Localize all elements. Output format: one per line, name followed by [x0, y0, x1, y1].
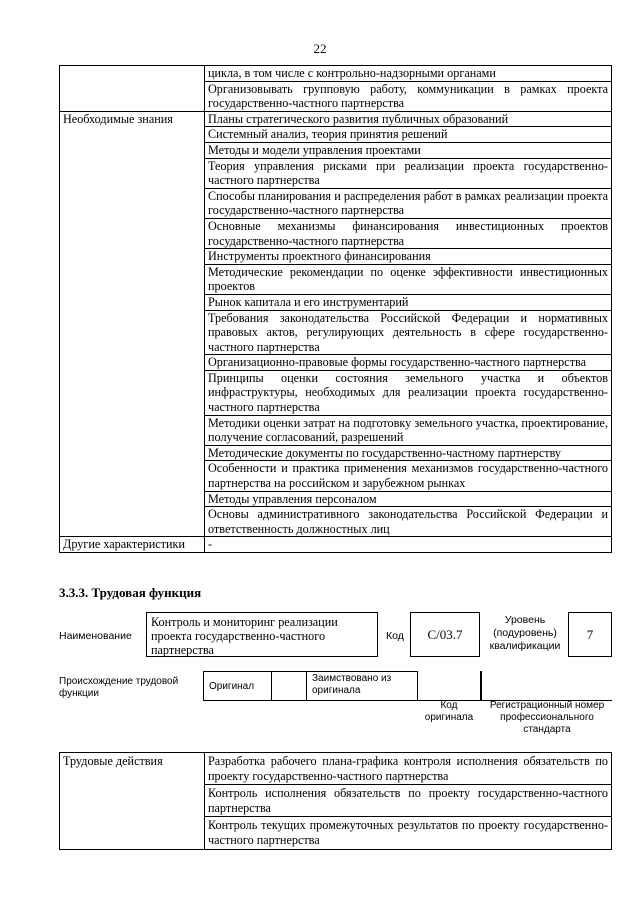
- level-value: 7: [586, 627, 594, 642]
- row-text: цикла, в том числе с контрольно-надзорными органами: [205, 66, 612, 82]
- row-label: [60, 142, 205, 158]
- table-row: [60, 445, 612, 461]
- row-text: Организовывать групповую работу, коммуникации в рамках проекта государственно-частного партнерства: [205, 81, 612, 111]
- table-row: [60, 537, 612, 553]
- borrowed-label: Заимствовано из оригинала: [312, 673, 392, 696]
- row-label: [60, 461, 205, 491]
- origin-label: Происхождение трудовой функции: [59, 676, 179, 699]
- row-label: [60, 249, 205, 265]
- row-text: Методы управления персоналом: [205, 491, 612, 507]
- row-label: [60, 445, 205, 461]
- row-label: [60, 127, 205, 143]
- table-row: [60, 264, 612, 294]
- level-label: Уровень (подуровень) квалификации: [489, 614, 561, 652]
- row-text: Разработка рабочего плана-графика контроля исполнения обязательств по проекту государственно-частного партнерства: [205, 753, 612, 785]
- original-label: Оригинал: [209, 681, 255, 692]
- row-label: Другие характеристики: [60, 537, 205, 553]
- row-label: [60, 355, 205, 371]
- row-text: Организационно-правовые формы государственно-частного партнерства: [205, 355, 612, 371]
- table-row: [60, 461, 612, 491]
- row-text: Планы стратегического развития публичных образований: [205, 111, 612, 127]
- row-label: [60, 264, 205, 294]
- reg-caption: Регистрационный номер профессионального стандарта: [489, 700, 605, 735]
- table-row: [60, 249, 612, 265]
- table-row: [60, 142, 612, 158]
- table-row: [60, 370, 612, 415]
- row-label: [60, 81, 205, 111]
- row-text: Основные механизмы финансирования инвестиционных проектов государственно-частного партнерства: [205, 218, 612, 248]
- row-text: Основы административного законодательства Российской Федерации и ответственность должностных лиц: [205, 507, 612, 537]
- row-text: Методики оценки затрат на подготовку земельного участка, проектирование, получение согласований, разрешений: [205, 415, 612, 445]
- row-text: Методические рекомендации по оценке эффективности инвестиционных проектов: [205, 264, 612, 294]
- section-title: 3.3.3. Трудовая функция: [59, 585, 202, 600]
- function-name: Контроль и мониторинг реализации проекта государственно-частного партнерства: [151, 615, 338, 657]
- table-row: [60, 491, 612, 507]
- table-row: [60, 158, 612, 188]
- function-name-box: [146, 612, 378, 657]
- level-box: [568, 612, 612, 657]
- row-label: [60, 218, 205, 248]
- row-label: [60, 507, 205, 537]
- row-text: Требования законодательства Российской Федерации и нормативных правовых актов, регулирующих деятельность в сфере государственно-частного партнерства: [205, 310, 612, 355]
- row-text: Системный анализ, теория принятия решений: [205, 127, 612, 143]
- row-text: Контроль исполнения обязательств по проекту государственно-частного партнерства: [205, 785, 612, 817]
- row-label: [60, 158, 205, 188]
- row-text: Способы планирования и распределения работ в рамках реализации проекта государственно-частного партнерства: [205, 188, 612, 218]
- code-value: C/03.7: [427, 627, 463, 642]
- row-text: Инструменты проектного финансирования: [205, 249, 612, 265]
- table-row: [60, 188, 612, 218]
- table-row: [60, 81, 612, 111]
- code-label: Код: [386, 630, 404, 642]
- table-row: [60, 127, 612, 143]
- table-row: [60, 355, 612, 371]
- actions-label: Трудовые действия: [60, 753, 205, 850]
- row-label: [60, 294, 205, 310]
- table-row: [60, 507, 612, 537]
- row-label: [60, 188, 205, 218]
- row-text: Методические документы по государственно-частному партнерству: [205, 445, 612, 461]
- row-label: Необходимые знания: [60, 111, 205, 127]
- table-row: [60, 218, 612, 248]
- row-text: Принципы оценки состояния земельного участка и объектов инфраструктуры, необходимых для реализации проекта государственно-частного партнерства: [205, 370, 612, 415]
- row-text: Теория управления рисками при реализации проекта государственно-частного партнерства: [205, 158, 612, 188]
- origin-reg-box: [481, 671, 612, 701]
- table-row: [60, 294, 612, 310]
- row-text: Контроль текущих промежуточных результатов по проекту государственно-частного партнерства: [205, 817, 612, 849]
- page-number: 22: [313, 41, 327, 56]
- row-text: Особенности и практика применения механизмов государственно-частного партнерства на российском и зарубежном рынках: [205, 461, 612, 491]
- row-label: [60, 415, 205, 445]
- table-row: [60, 66, 612, 82]
- code-box: [410, 612, 480, 657]
- row-text: -: [205, 537, 612, 553]
- table-row: [60, 415, 612, 445]
- table-row: [60, 753, 612, 785]
- actions-table: [59, 752, 612, 850]
- origin-check-box: [271, 671, 307, 701]
- row-label: [60, 66, 205, 82]
- row-label: [60, 491, 205, 507]
- table-row: [60, 310, 612, 355]
- row-text: Методы и модели управления проектами: [205, 142, 612, 158]
- code-caption: Код оригинала: [424, 700, 474, 723]
- row-text: Рынок капитала и его инструментарий: [205, 294, 612, 310]
- row-label: [60, 310, 205, 355]
- table-row: [60, 111, 612, 127]
- knowledge-table: [59, 65, 612, 553]
- name-label: Наименование: [59, 630, 132, 642]
- origin-code-box: [417, 671, 481, 701]
- row-label: [60, 370, 205, 415]
